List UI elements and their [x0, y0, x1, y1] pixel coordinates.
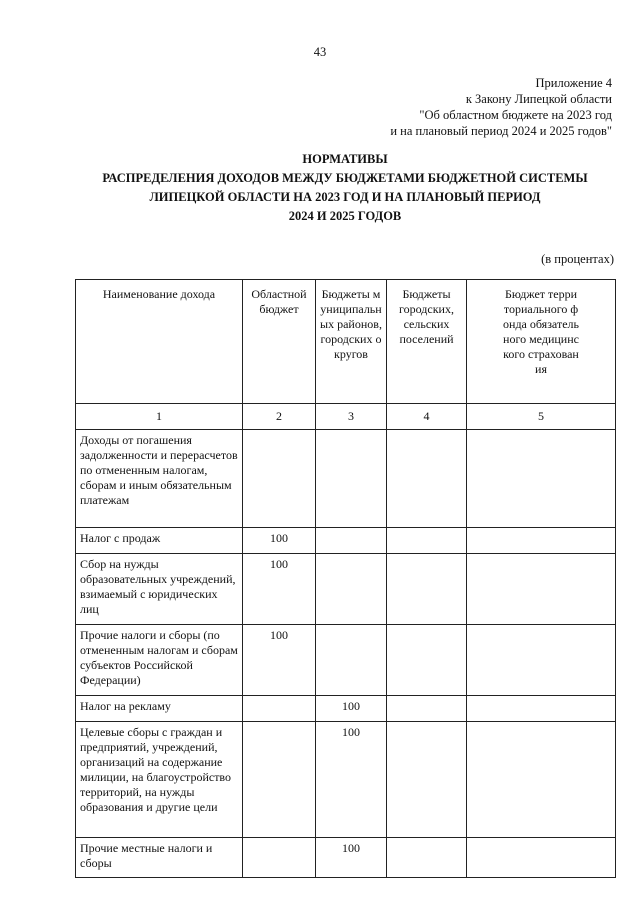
revenue-name: Сбор на нужды образовательных учреждений, взимаемый с юридических лиц — [76, 554, 243, 625]
settlement-value — [387, 554, 467, 625]
header-municipal-budgets: Бюджеты муниципальных районов, городских округов — [316, 280, 387, 404]
column-number: 3 — [316, 404, 387, 430]
settlement-value — [387, 430, 467, 528]
units-note: (в процентах) — [541, 252, 614, 266]
revenue-name: Целевые сборы с граждан и предприятий, учреждений, организаций на содержание милиции, на благоустройство территорий, на нужды образования и другие цели — [76, 722, 243, 838]
table-row — [76, 838, 616, 878]
header-medical-fund: Бюджет территориального фонда обязательного медицинского страхования — [467, 280, 616, 404]
title-line: 2024 И 2025 ГОДОВ — [288, 209, 402, 223]
title-line: РАСПРЕДЕЛЕНИЯ ДОХОДОВ МЕЖДУ БЮДЖЕТАМИ БЮДЖЕТНОЙ СИСТЕМЫ — [102, 171, 588, 185]
municipal-value — [316, 430, 387, 528]
municipal-value — [316, 625, 387, 696]
appendix-line: и на плановый период 2024 и 2025 годов" — [390, 124, 612, 138]
revenue-name: Налог с продаж — [76, 528, 243, 554]
municipal-value: 100 — [316, 696, 387, 722]
settlement-value — [387, 528, 467, 554]
table-row — [76, 430, 616, 528]
municipal-value — [316, 554, 387, 625]
revenue-name: Доходы от погашения задолженности и перерасчетов по отмененным налогам, сборам и иным обязательным платежам — [76, 430, 243, 528]
document-title — [60, 150, 630, 226]
table-row — [76, 528, 616, 554]
medical-fund-value — [467, 722, 616, 838]
medical-fund-value — [467, 430, 616, 528]
revenue-name: Прочие местные налоги и сборы — [76, 838, 243, 878]
page-number: 43 — [313, 45, 327, 59]
settlement-value — [387, 722, 467, 838]
title-line: НОРМАТИВЫ — [302, 152, 388, 166]
column-number: 1 — [76, 404, 243, 430]
appendix-line: к Закону Липецкой области — [465, 92, 612, 106]
column-number: 2 — [243, 404, 316, 430]
column-number: 5 — [467, 404, 616, 430]
table-header-row — [76, 280, 616, 404]
table-row — [76, 696, 616, 722]
medical-fund-value — [467, 554, 616, 625]
revenue-name: Налог на рекламу — [76, 696, 243, 722]
medical-fund-value — [467, 838, 616, 878]
appendix-line: "Об областном бюджете на 2023 год — [419, 108, 612, 122]
header-revenue-name: Наименование дохода — [76, 280, 243, 404]
appendix-line: Приложение 4 — [535, 76, 612, 90]
revenue-name: Прочие налоги и сборы (по отмененным налогам и сборам субъектов Российской Федерации) — [76, 625, 243, 696]
appendix-reference — [390, 75, 612, 139]
municipal-value — [316, 528, 387, 554]
regional-value: 100 — [243, 528, 316, 554]
table-row — [76, 722, 616, 838]
regional-value: 100 — [243, 554, 316, 625]
revenue-distribution-table — [75, 279, 616, 878]
regional-value — [243, 722, 316, 838]
municipal-value: 100 — [316, 722, 387, 838]
medical-fund-value — [467, 528, 616, 554]
column-number-row — [76, 404, 616, 430]
regional-value — [243, 430, 316, 528]
medical-fund-value — [467, 696, 616, 722]
table-row — [76, 625, 616, 696]
header-settlement-budgets: Бюджеты городских, сельских поселений — [387, 280, 467, 404]
regional-value — [243, 838, 316, 878]
settlement-value — [387, 838, 467, 878]
regional-value — [243, 696, 316, 722]
column-number: 4 — [387, 404, 467, 430]
header-regional-budget: Областной бюджет — [243, 280, 316, 404]
regional-value: 100 — [243, 625, 316, 696]
settlement-value — [387, 696, 467, 722]
municipal-value: 100 — [316, 838, 387, 878]
title-line: ЛИПЕЦКОЙ ОБЛАСТИ НА 2023 ГОД И НА ПЛАНОВЫЙ ПЕРИОД — [149, 190, 541, 204]
medical-fund-value — [467, 625, 616, 696]
settlement-value — [387, 625, 467, 696]
table-row — [76, 554, 616, 625]
